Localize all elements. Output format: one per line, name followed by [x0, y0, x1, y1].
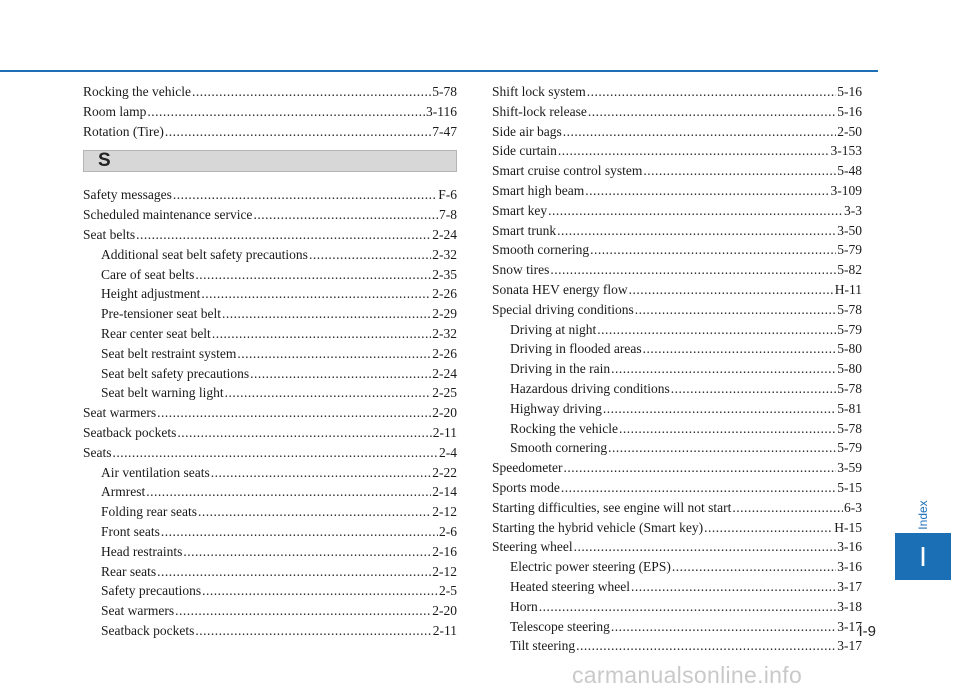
entry-label: Safety messages: [83, 187, 172, 203]
dot-leader: [563, 122, 837, 142]
index-entry[interactable]: [492, 280, 862, 300]
entry-label: Front seats: [101, 523, 160, 539]
entry-label: Shift-lock release: [492, 103, 587, 119]
entry-page-ref: 3-50: [837, 222, 862, 238]
dot-leader: [225, 383, 432, 403]
index-subentry[interactable]: [492, 419, 862, 439]
entry-page-ref: 2-50: [837, 123, 862, 139]
dot-leader: [237, 344, 431, 364]
index-subentry[interactable]: [83, 581, 457, 601]
index-subentry[interactable]: [492, 320, 862, 340]
dot-leader: [192, 82, 431, 102]
entry-label: Electric power steering (EPS): [510, 559, 671, 575]
index-subentry[interactable]: [83, 383, 457, 403]
side-tab-label: Index: [916, 500, 930, 530]
entry-page-ref: 3-16: [837, 559, 862, 575]
entry-label: Smooth cornering: [492, 242, 590, 258]
entry-label: Armrest: [101, 484, 146, 500]
entry-page-ref: 3-17: [837, 578, 862, 594]
index-entry[interactable]: [83, 205, 457, 225]
index-entry[interactable]: [83, 185, 457, 205]
entry-page-ref: 2-26: [432, 286, 457, 302]
chapter-tab-letter: I: [919, 540, 927, 572]
index-subentry[interactable]: [83, 463, 457, 483]
index-entry[interactable]: [492, 141, 862, 161]
index-subentry[interactable]: [83, 284, 457, 304]
dot-leader: [157, 562, 431, 582]
dot-leader: [165, 122, 431, 142]
entry-page-ref: 5-78: [837, 380, 862, 396]
entry-page-ref: 2-35: [432, 266, 457, 282]
entry-label: Rear seats: [101, 563, 157, 579]
entry-page-ref: 5-16: [837, 103, 862, 119]
index-entry[interactable]: [83, 122, 457, 142]
dot-leader: [588, 102, 836, 122]
entry-page-ref: 5-82: [837, 262, 862, 278]
dot-leader: [161, 522, 438, 542]
index-entry[interactable]: [83, 423, 457, 443]
entry-page-ref: 5-78: [837, 301, 862, 317]
entry-page-ref: 2-14: [432, 484, 457, 500]
index-entry[interactable]: [492, 240, 862, 260]
dot-leader: [704, 518, 833, 538]
dot-leader: [597, 320, 836, 340]
entry-page-ref: 7-47: [432, 123, 457, 139]
entry-page-ref: 2-32: [432, 246, 457, 262]
index-subentry[interactable]: [492, 399, 862, 419]
entries-right: [492, 82, 862, 656]
entry-label: Rocking the vehicle: [510, 420, 618, 436]
dot-leader: [195, 621, 431, 641]
entry-page-ref: 3-16: [837, 539, 862, 555]
index-entry[interactable]: [492, 161, 862, 181]
dot-leader: [146, 482, 431, 502]
entry-label: Telescope steering: [510, 618, 610, 634]
dot-leader: [157, 403, 431, 423]
entry-page-ref: 2-4: [439, 444, 457, 460]
dot-leader: [250, 364, 431, 384]
dot-leader: [177, 423, 431, 443]
entry-page-ref: 2-12: [432, 504, 457, 520]
dot-leader: [576, 636, 836, 656]
index-entry[interactable]: [492, 458, 862, 478]
entry-page-ref: 5-78: [432, 84, 457, 99]
entry-page-ref: 3-116: [426, 103, 457, 119]
entry-label: Highway driving: [510, 400, 602, 416]
entry-page-ref: 3-153: [830, 143, 862, 159]
dot-leader: [611, 359, 836, 379]
watermark-text: carmanualsonline.info: [572, 662, 803, 688]
entry-label: Scheduled maintenance service: [83, 207, 253, 223]
index-subentry[interactable]: [83, 601, 457, 621]
dot-leader: [309, 245, 431, 265]
index-entry[interactable]: [83, 102, 457, 122]
entries-after-section: [83, 185, 457, 640]
dot-leader: [202, 581, 438, 601]
entry-label: Smart high beam: [492, 182, 585, 198]
entry-page-ref: 2-20: [432, 405, 457, 421]
entry-page-ref: 2-11: [432, 622, 457, 638]
entry-page-ref: 6-3: [844, 499, 862, 515]
dot-leader: [643, 339, 837, 359]
section-letter: S: [98, 150, 111, 172]
entry-label: Snow tires: [492, 262, 550, 278]
entry-page-ref: 3-17: [837, 638, 862, 654]
entry-label: Hazardous driving conditions: [510, 380, 670, 396]
index-entry[interactable]: [492, 181, 862, 201]
dot-leader: [587, 82, 837, 102]
entry-page-ref: 5-16: [837, 84, 862, 99]
index-entry[interactable]: [492, 260, 862, 280]
index-subentry[interactable]: [492, 636, 862, 656]
entry-label: Special driving conditions: [492, 301, 634, 317]
page-number: I-9: [858, 623, 876, 640]
entry-page-ref: 3-17: [837, 618, 862, 634]
index-entry[interactable]: [492, 122, 862, 142]
dot-leader: [732, 498, 843, 518]
dot-leader: [201, 284, 431, 304]
dot-leader: [643, 161, 836, 181]
dot-leader: [608, 438, 836, 458]
index-entry[interactable]: [492, 498, 862, 518]
dot-leader: [619, 419, 836, 439]
entry-page-ref: 5-78: [837, 420, 862, 436]
index-subentry[interactable]: [83, 482, 457, 502]
entry-page-ref: 3-3: [844, 202, 862, 218]
index-subentry[interactable]: [83, 522, 457, 542]
dot-leader: [175, 601, 431, 621]
entry-label: Smart cruise control system: [492, 163, 643, 179]
dot-leader: [539, 597, 837, 617]
dot-leader: [173, 185, 437, 205]
index-subentry[interactable]: [492, 359, 862, 379]
entry-label: Seat warmers: [83, 405, 157, 421]
entry-page-ref: 5-80: [837, 361, 862, 377]
index-subentry[interactable]: [83, 304, 457, 324]
dot-leader: [222, 304, 431, 324]
dot-leader: [211, 463, 432, 483]
entry-page-ref: 2-29: [432, 306, 457, 322]
index-subentry[interactable]: [492, 557, 862, 577]
index-entry[interactable]: [83, 403, 457, 423]
dot-leader: [563, 458, 836, 478]
entry-label: Side air bags: [492, 123, 562, 139]
index-subentry[interactable]: [83, 324, 457, 344]
entry-label: Side curtain: [492, 143, 557, 159]
entry-label: Head restraints: [101, 543, 183, 559]
entry-page-ref: F-6: [438, 187, 457, 203]
entry-label: Starting difficulties, see engine will not start: [492, 499, 732, 515]
index-entry[interactable]: [83, 82, 457, 102]
entry-label: Sports mode: [492, 479, 560, 495]
entry-page-ref: 5-80: [837, 341, 862, 357]
entry-page-ref: 2-32: [432, 325, 457, 341]
index-subentry[interactable]: [492, 617, 862, 637]
entry-page-ref: 5-79: [837, 321, 862, 337]
entry-page-ref: 2-24: [432, 226, 457, 242]
index-subentry[interactable]: [83, 562, 457, 582]
entry-label: Seat belt warning light: [101, 385, 224, 401]
entry-page-ref: 5-81: [837, 400, 862, 416]
dot-leader: [635, 300, 837, 320]
dot-leader: [574, 537, 837, 557]
entry-page-ref: H-11: [834, 281, 862, 297]
entry-label: Rocking the vehicle: [83, 84, 191, 99]
entry-page-ref: 2-16: [432, 543, 457, 559]
index-entry[interactable]: [492, 201, 862, 221]
dot-leader: [590, 240, 836, 260]
dot-leader: [561, 478, 836, 498]
index-entry[interactable]: [492, 221, 862, 241]
entry-page-ref: 3-18: [837, 598, 862, 614]
dot-leader: [147, 102, 425, 122]
entry-label: Speedometer: [492, 460, 563, 476]
index-column-right: [492, 82, 862, 656]
dot-leader: [183, 542, 431, 562]
entry-label: Seatback pockets: [83, 424, 177, 440]
entry-label: Rotation (Tire): [83, 123, 164, 139]
index-subentry[interactable]: [492, 438, 862, 458]
entry-label: Driving at night: [510, 321, 597, 337]
index-subentry[interactable]: [83, 502, 457, 522]
index-entry[interactable]: [492, 300, 862, 320]
entry-label: Seat belt safety precautions: [101, 365, 250, 381]
dot-leader: [671, 379, 837, 399]
index-column-left: [83, 82, 457, 641]
section-header-s: [83, 150, 457, 172]
entry-label: Seatback pockets: [101, 622, 195, 638]
entry-page-ref: 3-109: [830, 182, 862, 198]
dot-leader: [253, 205, 438, 225]
entry-label: Additional seat belt safety precautions: [101, 246, 308, 262]
index-subentry[interactable]: [492, 339, 862, 359]
entry-label: Rear center seat belt: [101, 325, 211, 341]
dot-leader: [631, 577, 836, 597]
entry-page-ref: 7-8: [439, 207, 457, 223]
entry-label: Room lamp: [83, 103, 147, 119]
index-entry[interactable]: [492, 82, 862, 102]
entry-label: Smart key: [492, 202, 548, 218]
entry-label: Seats: [83, 444, 112, 460]
dot-leader: [557, 221, 836, 241]
entry-label: Pre-tensioner seat belt: [101, 306, 221, 322]
entry-label: Height adjustment: [101, 286, 201, 302]
index-subentry[interactable]: [83, 542, 457, 562]
entry-page-ref: 5-15: [837, 479, 862, 495]
index-entry[interactable]: [492, 478, 862, 498]
dot-leader: [550, 260, 836, 280]
dot-leader: [603, 399, 836, 419]
dot-leader: [113, 443, 439, 463]
entry-page-ref: 5-79: [837, 242, 862, 258]
entry-label: Shift lock system: [492, 84, 586, 99]
entry-label: Seat belts: [83, 226, 136, 242]
dot-leader: [136, 225, 431, 245]
entry-label: Horn: [510, 598, 538, 614]
entry-label: Folding rear seats: [101, 504, 197, 520]
dot-leader: [195, 265, 431, 285]
entry-page-ref: 2-6: [439, 523, 457, 539]
entry-page-ref: 5-79: [837, 440, 862, 456]
entry-label: Tilt steering: [510, 638, 576, 654]
dot-leader: [198, 502, 431, 522]
entry-page-ref: 2-12: [432, 563, 457, 579]
index-subentry[interactable]: [492, 379, 862, 399]
index-subentry[interactable]: [492, 577, 862, 597]
entry-label: Heated steering wheel: [510, 578, 630, 594]
entry-label: Air ventilation seats: [101, 464, 210, 480]
entry-page-ref: 2-11: [432, 424, 457, 440]
index-subentry[interactable]: [492, 597, 862, 617]
dot-leader: [548, 201, 843, 221]
index-subentry[interactable]: [83, 621, 457, 641]
dot-leader: [611, 617, 836, 637]
entry-page-ref: 2-20: [432, 603, 457, 619]
chapter-tab[interactable]: [895, 533, 951, 580]
entry-label: Smart trunk: [492, 222, 557, 238]
index-entry[interactable]: [83, 443, 457, 463]
entries-before-section: [83, 82, 457, 141]
entry-label: Steering wheel: [492, 539, 573, 555]
entry-page-ref: 5-48: [837, 163, 862, 179]
index-subentry[interactable]: [83, 344, 457, 364]
index-subentry[interactable]: [83, 364, 457, 384]
index-entry[interactable]: [492, 537, 862, 557]
entry-page-ref: 2-22: [432, 464, 457, 480]
entry-label: Driving in the rain: [510, 361, 611, 377]
entry-label: Starting the hybrid vehicle (Smart key): [492, 519, 704, 535]
entry-label: Care of seat belts: [101, 266, 195, 282]
entry-page-ref: H-15: [834, 519, 862, 535]
entry-page-ref: 3-59: [837, 460, 862, 476]
entry-label: Sonata HEV energy flow: [492, 281, 628, 297]
entry-page-ref: 2-5: [439, 583, 457, 599]
entry-label: Safety precautions: [101, 583, 202, 599]
dot-leader: [672, 557, 836, 577]
entry-label: Driving in flooded areas: [510, 341, 642, 357]
entry-page-ref: 2-26: [432, 345, 457, 361]
dot-leader: [585, 181, 829, 201]
header-rule: [0, 70, 878, 72]
dot-leader: [212, 324, 431, 344]
entry-label: Seat warmers: [101, 603, 175, 619]
index-entry[interactable]: [83, 225, 457, 245]
entry-label: Seat belt restraint system: [101, 345, 237, 361]
entry-page-ref: 2-24: [432, 365, 457, 381]
dot-leader: [558, 141, 830, 161]
dot-leader: [629, 280, 834, 300]
index-entry[interactable]: [492, 102, 862, 122]
entry-label: Smooth cornering: [510, 440, 608, 456]
entry-page-ref: 2-25: [432, 385, 457, 401]
index-entry[interactable]: [492, 518, 862, 538]
index-subentry[interactable]: [83, 265, 457, 285]
index-subentry[interactable]: [83, 245, 457, 265]
